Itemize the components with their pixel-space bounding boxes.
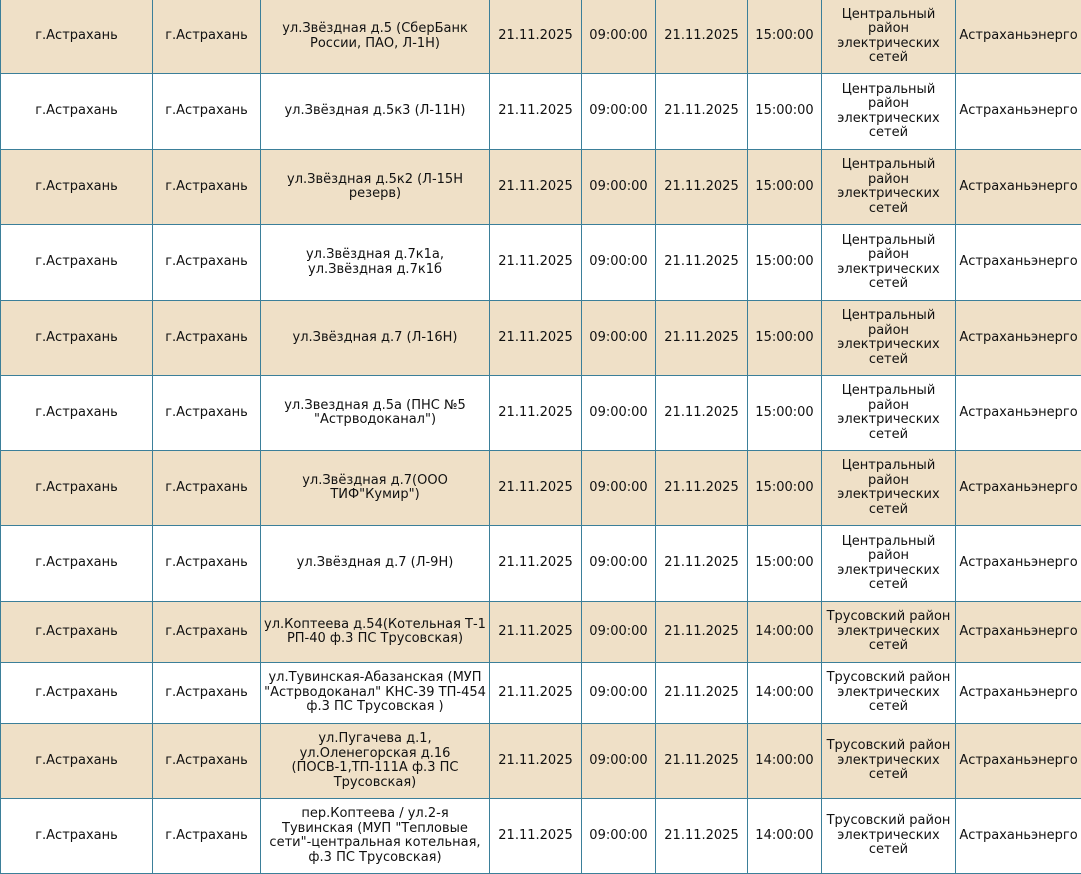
start-date-cell: 21.11.2025 [490, 0, 582, 74]
end-date-cell: 21.11.2025 [656, 663, 748, 724]
start-date-cell: 21.11.2025 [490, 526, 582, 602]
district-cell: Центральный район электрических сетей [822, 451, 956, 526]
end-time-cell: 15:00:00 [748, 301, 822, 376]
district-cell: Центральный район электрических сетей [822, 301, 956, 376]
settlement-cell: г.Астрахань [153, 376, 261, 451]
start-time-cell: 09:00:00 [582, 663, 656, 724]
start-date-cell: 21.11.2025 [490, 150, 582, 225]
settlement-cell: г.Астрахань [153, 150, 261, 225]
end-time-cell: 15:00:00 [748, 526, 822, 602]
start-date-cell: 21.11.2025 [490, 225, 582, 301]
district-cell: Трусовский район электрических сетей [822, 799, 956, 874]
address-cell: ул.Звездная д.5а (ПНС №5 "Астрводоканал") [261, 376, 490, 451]
end-time-cell: 14:00:00 [748, 724, 822, 799]
settlement-cell: г.Астрахань [153, 225, 261, 301]
start-time-cell: 09:00:00 [582, 301, 656, 376]
end-time-cell: 15:00:00 [748, 451, 822, 526]
district-cell: Трусовский район электрических сетей [822, 602, 956, 663]
end-date-cell: 21.11.2025 [656, 225, 748, 301]
settlement-cell: г.Астрахань [153, 74, 261, 150]
city-cell: г.Астрахань [1, 225, 153, 301]
city-cell: г.Астрахань [1, 74, 153, 150]
table-row [1, 225, 1081, 301]
city-cell: г.Астрахань [1, 526, 153, 602]
table-row [1, 663, 1081, 724]
table-row [1, 150, 1081, 225]
end-date-cell: 21.11.2025 [656, 451, 748, 526]
district-cell: Центральный район электрических сетей [822, 526, 956, 602]
start-date-cell: 21.11.2025 [490, 376, 582, 451]
end-time-cell: 14:00:00 [748, 799, 822, 874]
organization-cell: Астраханьэнерго [956, 724, 1081, 799]
address-cell: ул.Коптеева д.54(Котельная Т-1 РП-40 ф.3 ПС Трусовская) [261, 602, 490, 663]
end-time-cell: 14:00:00 [748, 602, 822, 663]
organization-cell: Астраханьэнерго [956, 150, 1081, 225]
end-date-cell: 21.11.2025 [656, 301, 748, 376]
start-time-cell: 09:00:00 [582, 150, 656, 225]
settlement-cell: г.Астрахань [153, 526, 261, 602]
end-time-cell: 15:00:00 [748, 376, 822, 451]
table-row [1, 799, 1081, 874]
address-cell: ул.Звёздная д.7 (Л-9Н) [261, 526, 490, 602]
table-row [1, 526, 1081, 602]
address-cell: ул.Звёздная д.5 (СберБанк России, ПАО, Л-1Н) [261, 0, 490, 74]
settlement-cell: г.Астрахань [153, 724, 261, 799]
organization-cell: Астраханьэнерго [956, 225, 1081, 301]
city-cell: г.Астрахань [1, 799, 153, 874]
end-date-cell: 21.11.2025 [656, 724, 748, 799]
district-cell: Центральный район электрических сетей [822, 74, 956, 150]
start-date-cell: 21.11.2025 [490, 724, 582, 799]
start-time-cell: 09:00:00 [582, 225, 656, 301]
end-date-cell: 21.11.2025 [656, 526, 748, 602]
start-date-cell: 21.11.2025 [490, 663, 582, 724]
district-cell: Трусовский район электрических сетей [822, 663, 956, 724]
table-row [1, 0, 1081, 74]
start-time-cell: 09:00:00 [582, 0, 656, 74]
table-row [1, 376, 1081, 451]
city-cell: г.Астрахань [1, 301, 153, 376]
end-time-cell: 14:00:00 [748, 663, 822, 724]
start-date-cell: 21.11.2025 [490, 301, 582, 376]
organization-cell: Астраханьэнерго [956, 451, 1081, 526]
table-body [1, 0, 1081, 874]
settlement-cell: г.Астрахань [153, 602, 261, 663]
organization-cell: Астраханьэнерго [956, 526, 1081, 602]
start-time-cell: 09:00:00 [582, 602, 656, 663]
address-cell: ул.Звёздная д.7к1а, ул.Звёздная д.7к1б [261, 225, 490, 301]
settlement-cell: г.Астрахань [153, 799, 261, 874]
table-row [1, 74, 1081, 150]
start-time-cell: 09:00:00 [582, 451, 656, 526]
organization-cell: Астраханьэнерго [956, 663, 1081, 724]
settlement-cell: г.Астрахань [153, 451, 261, 526]
start-date-cell: 21.11.2025 [490, 451, 582, 526]
city-cell: г.Астрахань [1, 376, 153, 451]
district-cell: Трусовский район электрических сетей [822, 724, 956, 799]
address-cell: ул.Тувинская-Абазанская (МУП "Астрводоканал" КНС-39 ТП-454 ф.3 ПС Трусовская ) [261, 663, 490, 724]
district-cell: Центральный район электрических сетей [822, 0, 956, 74]
table-row [1, 602, 1081, 663]
table-row [1, 451, 1081, 526]
end-time-cell: 15:00:00 [748, 74, 822, 150]
city-cell: г.Астрахань [1, 150, 153, 225]
city-cell: г.Астрахань [1, 451, 153, 526]
city-cell: г.Астрахань [1, 602, 153, 663]
start-date-cell: 21.11.2025 [490, 602, 582, 663]
organization-cell: Астраханьэнерго [956, 602, 1081, 663]
end-time-cell: 15:00:00 [748, 225, 822, 301]
settlement-cell: г.Астрахань [153, 663, 261, 724]
start-time-cell: 09:00:00 [582, 799, 656, 874]
end-date-cell: 21.11.2025 [656, 150, 748, 225]
end-date-cell: 21.11.2025 [656, 74, 748, 150]
organization-cell: Астраханьэнерго [956, 301, 1081, 376]
city-cell: г.Астрахань [1, 0, 153, 74]
organization-cell: Астраханьэнерго [956, 74, 1081, 150]
organization-cell: Астраханьэнерго [956, 376, 1081, 451]
settlement-cell: г.Астрахань [153, 0, 261, 74]
district-cell: Центральный район электрических сетей [822, 225, 956, 301]
table-row [1, 724, 1081, 799]
address-cell: пер.Коптеева / ул.2-я Тувинская (МУП "Тепловые сети"-центральная котельная, ф.3 ПС Трусовская) [261, 799, 490, 874]
address-cell: ул.Звёздная д.7 (Л-16Н) [261, 301, 490, 376]
address-cell: ул.Звёздная д.7(ООО ТИФ"Кумир") [261, 451, 490, 526]
address-cell: ул.Пугачева д.1, ул.Оленегорская д.16 (ПОСВ-1,ТП-111А ф.3 ПС Трусовская) [261, 724, 490, 799]
start-time-cell: 09:00:00 [582, 526, 656, 602]
end-time-cell: 15:00:00 [748, 0, 822, 74]
start-time-cell: 09:00:00 [582, 724, 656, 799]
city-cell: г.Астрахань [1, 663, 153, 724]
start-date-cell: 21.11.2025 [490, 74, 582, 150]
end-date-cell: 21.11.2025 [656, 602, 748, 663]
settlement-cell: г.Астрахань [153, 301, 261, 376]
address-cell: ул.Звёздная д.5к2 (Л-15Н резерв) [261, 150, 490, 225]
district-cell: Центральный район электрических сетей [822, 150, 956, 225]
end-date-cell: 21.11.2025 [656, 799, 748, 874]
organization-cell: Астраханьэнерго [956, 0, 1081, 74]
city-cell: г.Астрахань [1, 724, 153, 799]
organization-cell: Астраханьэнерго [956, 799, 1081, 874]
end-date-cell: 21.11.2025 [656, 376, 748, 451]
end-date-cell: 21.11.2025 [656, 0, 748, 74]
start-time-cell: 09:00:00 [582, 376, 656, 451]
table-row [1, 301, 1081, 376]
start-time-cell: 09:00:00 [582, 74, 656, 150]
end-time-cell: 15:00:00 [748, 150, 822, 225]
district-cell: Центральный район электрических сетей [822, 376, 956, 451]
address-cell: ул.Звёздная д.5к3 (Л-11Н) [261, 74, 490, 150]
start-date-cell: 21.11.2025 [490, 799, 582, 874]
